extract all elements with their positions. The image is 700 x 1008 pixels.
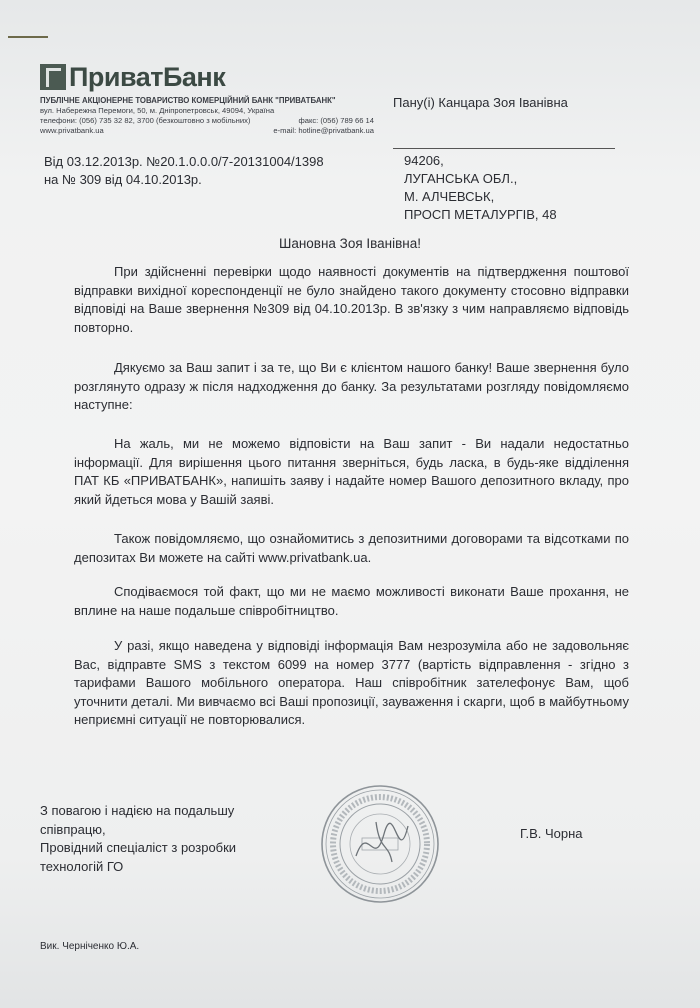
outgoing-reference: Від 03.12.2013р. №20.1.0.0.0/7-20131004/1398 bbox=[44, 154, 324, 169]
address-block bbox=[404, 152, 557, 224]
address-line: ЛУГАНСЬКА ОБЛ., bbox=[404, 171, 518, 186]
paragraph-6: У разі, якщо наведена у відповіді інформація Вам незрозуміла або не задовольняє Вас, відправте SMS з текстом 6099 на номер 3777 (вартість відправлення - згідно з тарифами Вашого мобільного оператора. Наш співробітник зателефонує Вам, щоб уточнити деталі. Ми вивчаємо всі Ваші пропозиції, зауваження і скарги, щоб в майбутньому неприємні ситуації не повторювалися. bbox=[74, 638, 629, 727]
addressee: Пану(і) Канцара Зоя Іванівна bbox=[393, 95, 568, 110]
corner-mark bbox=[8, 36, 48, 38]
company-website: www.privatbank.ua bbox=[40, 126, 104, 135]
paragraph-3: На жаль, ми не можемо відповісти на Ваш запит - Ви надали недостатньо інформації. Для вирішення цього питання зверніться, будь ласка, в будь-яке відділення ПАТ КБ «ПРИВАТБАНК», напишіть заяву і надайте номер Вашого депозитного вкладу, про який йдеться мова у Вашій заяві. bbox=[74, 436, 629, 507]
addressee-divider bbox=[393, 148, 615, 149]
address-line: М. АЛЧЕВСЬК, bbox=[404, 189, 495, 204]
letterhead bbox=[40, 62, 400, 136]
company-phone: телефони: (056) 735 32 82, 3700 (безкоштовно з мобільних) bbox=[40, 116, 251, 125]
company-address: вул. Набережна Перемоги, 50, м. Дніпропетровськ, 49094, Україна bbox=[40, 106, 275, 115]
incoming-reference: на № 309 від 04.10.2013р. bbox=[44, 172, 202, 187]
executor-name: Вик. Черніченко Ю.А. bbox=[40, 941, 140, 952]
bank-logo bbox=[40, 62, 400, 92]
privatbank-logo-icon bbox=[40, 64, 66, 90]
salutation: Шановна Зоя Іванівна! bbox=[278, 236, 422, 251]
closing-block bbox=[40, 802, 236, 876]
company-email: e-mail: hotline@privatbank.ua bbox=[273, 126, 374, 135]
company-name: ПУБЛІЧНЕ АКЦІОНЕРНЕ ТОВАРИСТВО КОМЕРЦІЙНИЙ БАНК "ПРИВАТБАНК" bbox=[40, 96, 336, 105]
closing-line: З повагою і надією на подальшу bbox=[40, 803, 235, 818]
closing-line: Провідний спеціаліст з розробки bbox=[40, 840, 237, 855]
bank-name: ПриватБанк bbox=[69, 61, 226, 92]
closing-line: технологій ГО bbox=[40, 858, 124, 874]
reference-block bbox=[44, 153, 324, 189]
signer-name: Г.В. Чорна bbox=[520, 826, 583, 841]
address-line: ПРОСП МЕТАЛУРГІВ, 48 bbox=[404, 207, 557, 222]
address-line: 94206, bbox=[404, 153, 444, 168]
company-fax: факс: (056) 789 66 14 bbox=[298, 116, 374, 125]
paragraph-5: Сподіваємося той факт, що ми не маємо можливості виконати Ваше прохання, не вплине на наше подальше співробітництво. bbox=[74, 584, 629, 618]
closing-line: співпрацю, bbox=[40, 821, 106, 837]
paragraph-4: Також повідомляємо, що ознайомитись з депозитними договорами та відсотками по депозитах Ви можете на сайті www.privatbank.ua. bbox=[74, 531, 629, 565]
signature-scribble bbox=[356, 822, 408, 862]
paragraph-2: Дякуємо за Ваш запит і за те, що Ви є клієнтом нашого банку! Ваше звернення було розглянуто одразу ж після надходження до банку. За результатами розгляду повідомляємо наступне: bbox=[74, 360, 629, 412]
paragraph-1: При здійсненні перевірки щодо наявності документів на підтвердження поштової відправки вихідної кореспонденції не було знайдено такого документу стосовно відправки відповіді на Ваше звернення №309 від 04.10.2013р. В зв'язку з чим направляємо відповідь повторно. bbox=[74, 264, 629, 335]
bank-seal-stamp bbox=[318, 782, 442, 906]
